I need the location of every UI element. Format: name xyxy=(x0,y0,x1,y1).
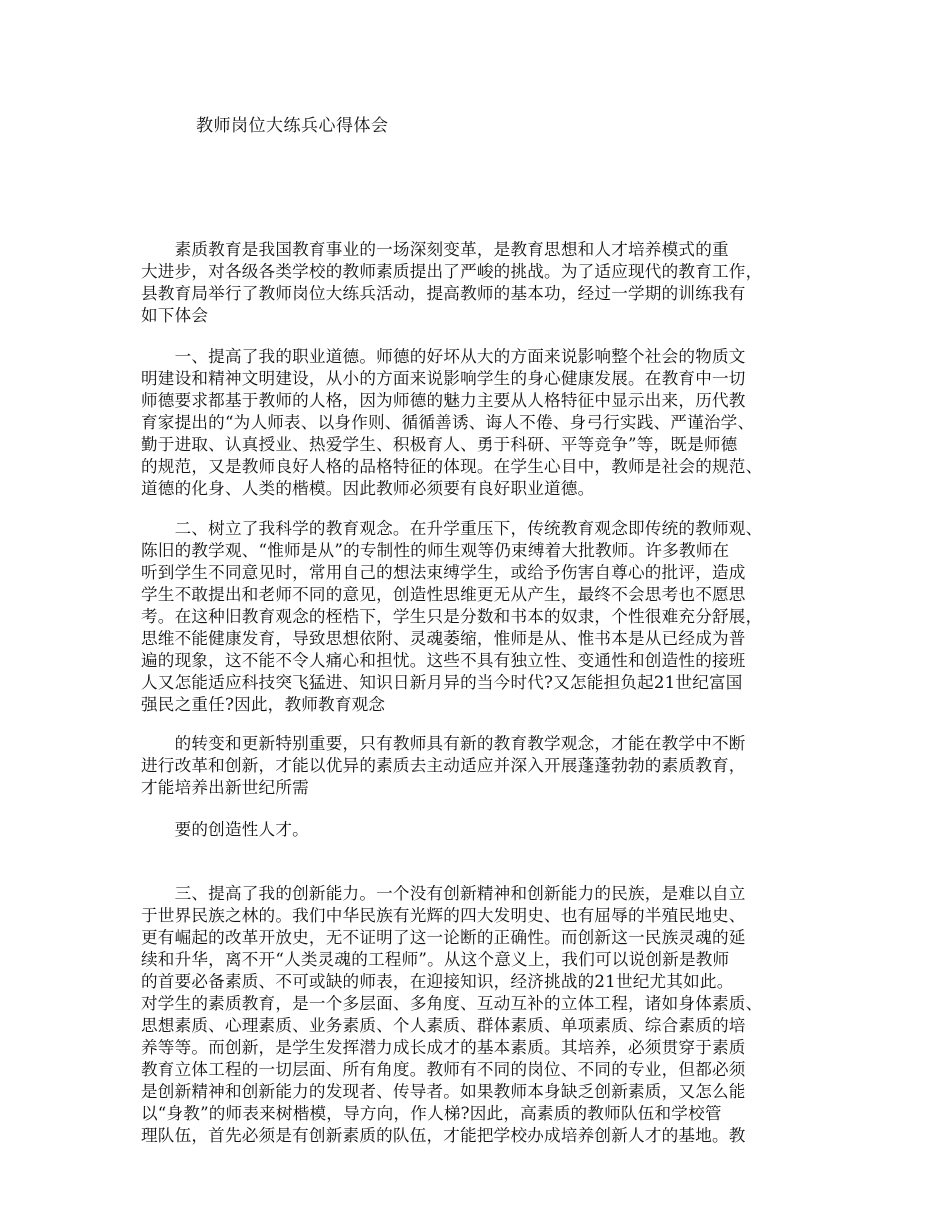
paragraph-section-three xyxy=(141,883,831,1147)
paragraph-line: 明建设和精神文明建设，从小的方面来说影响学生的身心健康发展。在教育中一切 xyxy=(141,369,746,388)
paragraph-intro xyxy=(141,239,831,327)
paragraph-line: 理队伍，首先必须是有创新素质的队伍，才能把学校办成培养创新人才的基地。教 xyxy=(141,1126,746,1145)
paragraph-line: 三、提高了我的创新能力。一个没有创新精神和创新能力的民族，是难以自立 xyxy=(141,884,746,903)
paragraph-line: 听到学生不同意见时，常用自己的想法束缚学生，或给予伤害自尊心的批评，造成 xyxy=(141,563,746,582)
paragraph-line: 的规范，又是教师良好人格的品格特征的体现。在学生心目中，教师是社会的规范、 xyxy=(141,457,763,476)
paragraph-line: 进行改革和创新，才能以优异的素质去主动适应并深入开展蓬蓬勃勃的素质教育， xyxy=(141,756,746,775)
document-title: 教师岗位大练兵心得体会 xyxy=(196,116,389,136)
paragraph-line: 育家提出的“为人师表、以身作则、循循善诱、诲人不倦、身弓行实践、严谨治学、 xyxy=(141,413,755,432)
paragraph-line: 要的创造性人才。 xyxy=(141,820,309,839)
paragraph-line: 教育立体工程的一切层面、所有角度。教师有不同的岗位、不同的专业，但都必须 xyxy=(141,1060,746,1079)
paragraph-section-one xyxy=(141,346,831,500)
paragraph-line: 遍的现象，这不能不令人痛心和担忧。这些不具有独立性、变通性和创造性的接班 xyxy=(141,651,746,670)
paragraph-line: 才能培养出新世纪所需 xyxy=(141,778,309,797)
paragraph-line: 如下体会 xyxy=(141,306,209,325)
paragraph-line: 强民之重任?因此，教师教育观念 xyxy=(141,695,386,714)
paragraph-line: 道德的化身、人类的楷模。因此教师必须要有良好职业道德。 xyxy=(141,479,595,498)
paragraph-line: 学生不敢提出和老师不同的意见，创造性思维更无从产生，最终不会思考也不愿思 xyxy=(141,585,746,604)
paragraph-line: 一、提高了我的职业道德。师德的好坏从大的方面来说影响整个社会的物质文 xyxy=(141,347,746,366)
paragraph-line: 养等等。而创新，是学生发挥潜力成长成才的基本素质。其培养，必须贯穿于素质 xyxy=(141,1038,746,1057)
paragraph-line: 对学生的素质教育，是一个多层面、多角度、互动互补的立体工程，诸如身体素质、 xyxy=(141,994,763,1013)
paragraph-line: 的首要必备素质、不可或缺的师表，在迎接知识，经济挑战的21世纪尤其如此。 xyxy=(141,972,734,991)
paragraph-line: 的转变和更新特别重要，只有教师具有新的教育教学观念，才能在教学中不断 xyxy=(141,734,746,753)
paragraph-line: 更有崛起的改革开放史，无不证明了这一论断的正确性。而创新这一民族灵魂的延 xyxy=(141,928,746,947)
paragraph-line: 大进步，对各级各类学校的教师素质提出了严峻的挑战。为了适应现代的教育工作， xyxy=(141,262,763,281)
paragraph-line: 人又怎能适应科技突飞猛进、知识日新月异的当今时代?又怎能担负起21世纪富国 xyxy=(141,673,743,692)
paragraph-line: 师德要求都基于教师的人格，因为师德的魅力主要从人格特征中显示出来，历代教 xyxy=(141,391,746,410)
paragraph-line: 思维不能健康发育，导致思想依附、灵魂萎缩，惟师是从、惟书本是从已经成为普 xyxy=(141,629,746,648)
paragraph-line: 县教育局举行了教师岗位大练兵活动，提高教师的基本功，经过一学期的训练我有 xyxy=(141,284,746,303)
paragraph-line: 以“身教”的师表来树楷模，导方向，作人梯?因此，高素质的教师队伍和学校管 xyxy=(141,1104,722,1123)
paragraph-line: 是创新精神和创新能力的发现者、传导者。如果教师本身缺乏创新素质，又怎么能 xyxy=(141,1082,746,1101)
paragraph-line: 素质教育是我国教育事业的一场深刻变革，是教育思想和人才培养模式的重 xyxy=(141,240,729,259)
paragraph-line: 续和升华，离不开“人类灵魂的工程师”。从这个意义上，我们可以说创新是教师 xyxy=(141,950,730,969)
paragraph-line: 陈旧的教学观、“惟师是从”的专制性的师生观等仍束缚着大批教师。许多教师在 xyxy=(141,541,730,560)
paragraph-line: 勤于进取、认真授业、热爱学生、积极育人、勇于科研、平等竞争”等，既是师德 xyxy=(141,435,738,454)
paragraph-line: 二、树立了我科学的教育观念。在升学重压下，传统教育观念即传统的教师观、 xyxy=(141,519,763,538)
paragraph-section-two-continued xyxy=(141,733,831,799)
paragraph-section-two-end xyxy=(141,819,831,841)
paragraph-line: 思想素质、心理素质、业务素质、个人素质、群体素质、单项素质、综合素质的培 xyxy=(141,1016,746,1035)
paragraph-line: 考。在这种旧教育观念的桎梏下，学生只是分数和书本的奴隶，个性很难充分舒展， xyxy=(141,607,763,626)
paragraph-section-two xyxy=(141,518,831,716)
paragraph-line: 于世界民族之林的。我们中华民族有光辉的四大发明史、也有屈辱的半殖民地史、 xyxy=(141,906,746,925)
